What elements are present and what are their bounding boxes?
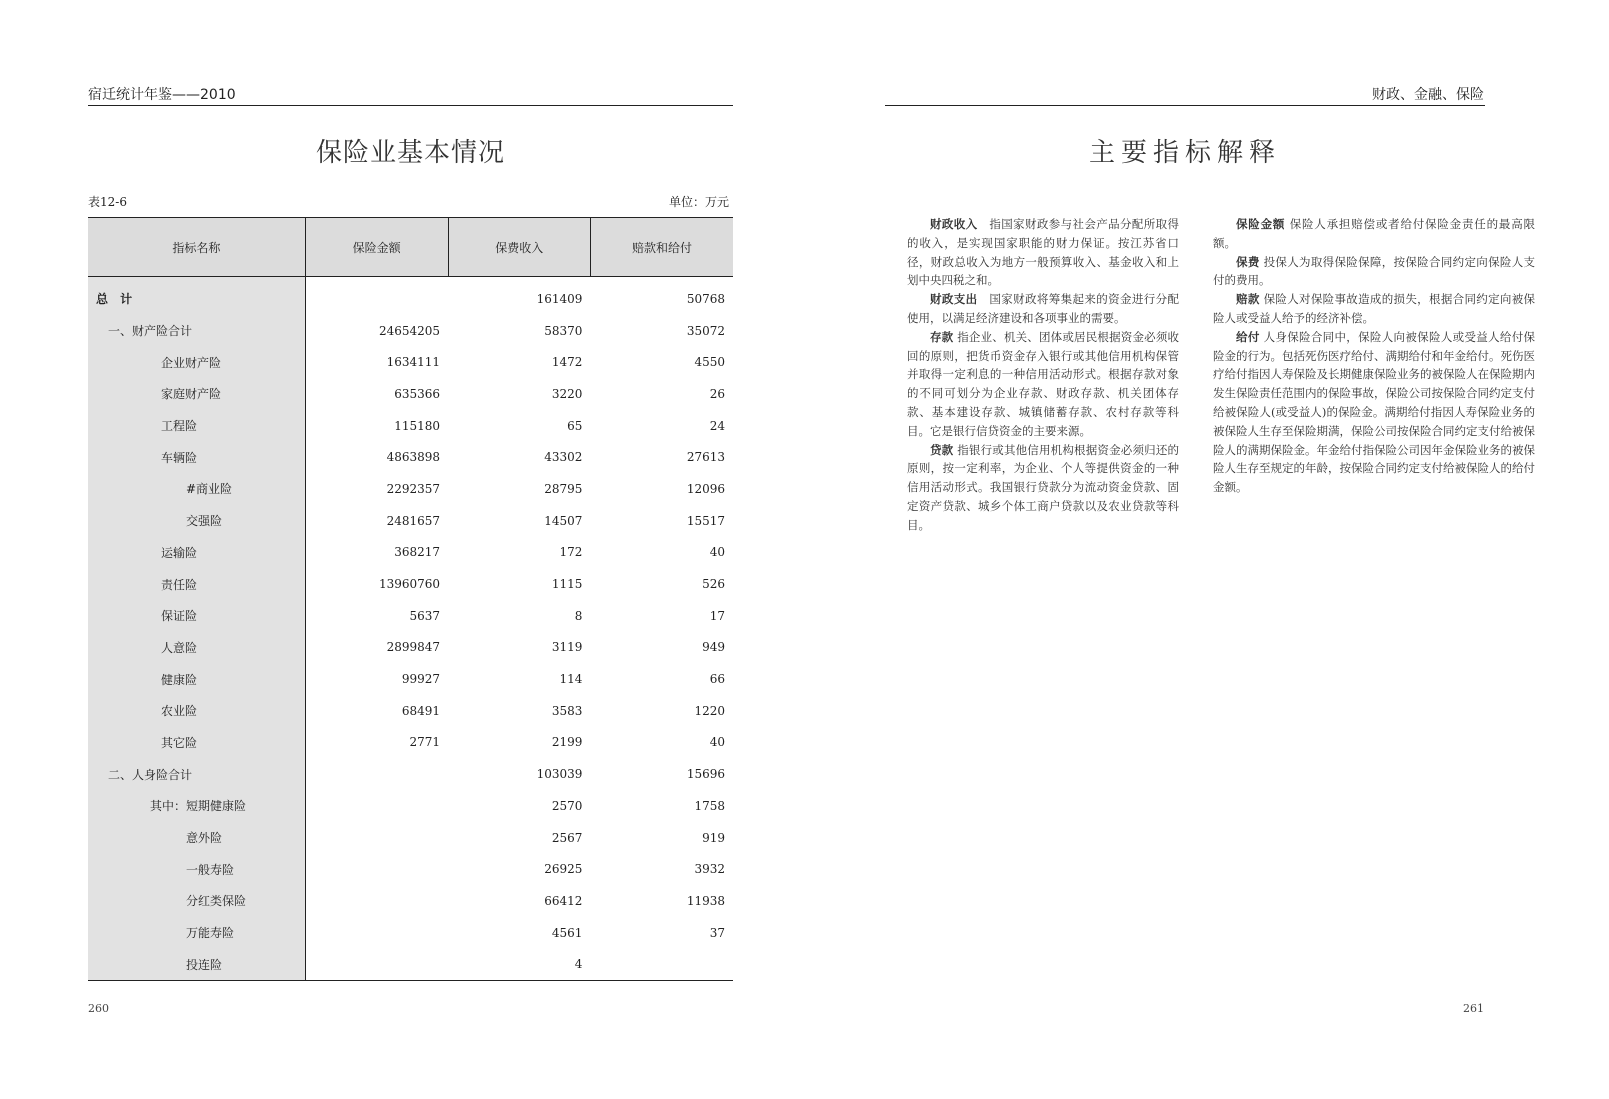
row-premium: 4 — [448, 948, 590, 980]
row-name: 责任险 — [88, 568, 305, 600]
definition-paragraph — [1213, 253, 1535, 291]
row-premium: 2199 — [448, 727, 590, 759]
row-amount: 2481657 — [305, 505, 448, 537]
row-name: 家庭财产险 — [88, 378, 305, 410]
row-premium: 66412 — [448, 885, 590, 917]
row-name: 万能寿险 — [88, 917, 305, 949]
page-title-left: 保险业基本情况 — [315, 138, 505, 168]
row-amount — [305, 822, 448, 854]
right-page — [805, 0, 1609, 1099]
column-header-premium: 保费收入 — [448, 218, 590, 277]
row-premium: 172 — [448, 537, 590, 569]
definition-text: 指银行或其他信用机构根据资金必须归还的原则，按一定利率，为企业、个人等提供资金的一种信用活动形式。我国银行贷款分为流动资金贷款、固定资产贷款、城乡个体工商户贷款以及农业贷款等科目。 — [907, 442, 1180, 532]
row-premium: 161409 — [448, 277, 590, 315]
definition-paragraph — [907, 328, 1179, 441]
row-premium: 3220 — [448, 378, 590, 410]
table-row — [88, 790, 733, 822]
row-premium: 2570 — [448, 790, 590, 822]
header-rule-right — [885, 105, 1485, 106]
table-row — [88, 568, 733, 600]
row-amount — [305, 917, 448, 949]
row-name: 农业险 — [88, 695, 305, 727]
row-premium: 1115 — [448, 568, 590, 600]
definition-text: 保险人对保险事故造成的损失，根据合同约定向被保险人或受益人给予的经济补偿。 — [1213, 292, 1536, 325]
row-claims: 1220 — [590, 695, 733, 727]
definition-term: 保费 — [1236, 254, 1260, 269]
row-claims: 24 — [590, 410, 733, 442]
running-head-right: 财政、金融、保险 — [1372, 87, 1484, 103]
page-title-right: 主要指标解释 — [1088, 138, 1281, 168]
row-name: 一般寿险 — [88, 853, 305, 885]
row-premium: 58370 — [448, 315, 590, 347]
row-premium: 1472 — [448, 346, 590, 378]
row-amount: 2292357 — [305, 473, 448, 505]
table-row — [88, 473, 733, 505]
definition-term: 财政支出 — [930, 292, 978, 307]
table-row — [88, 663, 733, 695]
row-premium: 65 — [448, 410, 590, 442]
row-premium: 103039 — [448, 758, 590, 790]
row-premium: 43302 — [448, 441, 590, 473]
row-amount: 635366 — [305, 378, 448, 410]
definition-paragraph — [1213, 215, 1535, 253]
column-header-name: 指标名称 — [88, 218, 305, 277]
row-amount: 68491 — [305, 695, 448, 727]
table-row — [88, 410, 733, 442]
row-claims: 949 — [590, 632, 733, 664]
row-amount — [305, 853, 448, 885]
definition-paragraph — [907, 215, 1179, 290]
table-row — [88, 315, 733, 347]
row-claims: 50768 — [590, 277, 733, 315]
row-name: 总 计 — [88, 277, 305, 315]
row-name: 意外险 — [88, 822, 305, 854]
row-claims: 40 — [590, 727, 733, 759]
row-premium: 26925 — [448, 853, 590, 885]
definition-paragraph — [907, 441, 1179, 535]
definition-paragraph — [1213, 328, 1535, 497]
table-body — [88, 277, 733, 981]
row-amount: 24654205 — [305, 315, 448, 347]
definition-paragraph — [1213, 290, 1535, 328]
table-row — [88, 948, 733, 980]
table-row — [88, 600, 733, 632]
row-name: 分红类保险 — [88, 885, 305, 917]
table-row — [88, 695, 733, 727]
definition-term: 财政收入 — [930, 217, 978, 231]
row-amount: 2899847 — [305, 632, 448, 664]
row-name: 工程险 — [88, 410, 305, 442]
table-row — [88, 537, 733, 569]
column-header-amount: 保险金额 — [305, 218, 448, 277]
definition-text: 指企业、机关、团体或居民根据资金必须收回的原则，把货币资金存入银行或其他信用机构保管并取得一定利息的一种信用活动形式。根据存款对象的不同可划分为企业存款、财政存款、机关团体存款、基本建设存款、城镇储蓄存款、农村存款等科目。它是银行信贷资金的主要来源。 — [907, 329, 1180, 438]
row-name: 交强险 — [88, 505, 305, 537]
row-claims: 66 — [590, 663, 733, 695]
row-claims: 35072 — [590, 315, 733, 347]
row-claims: 40 — [590, 537, 733, 569]
row-premium: 114 — [448, 663, 590, 695]
row-name: 运输险 — [88, 537, 305, 569]
definitions-column-2 — [1213, 215, 1535, 497]
row-claims: 526 — [590, 568, 733, 600]
table-row — [88, 885, 733, 917]
row-amount — [305, 885, 448, 917]
table-row — [88, 758, 733, 790]
definition-text: 投保人为取得保险保障，按保险合同约定向保险人支付的费用。 — [1213, 254, 1536, 288]
row-amount: 5637 — [305, 600, 448, 632]
row-premium: 3119 — [448, 632, 590, 664]
row-claims: 919 — [590, 822, 733, 854]
row-claims: 17 — [590, 600, 733, 632]
row-name: 保证险 — [88, 600, 305, 632]
row-claims: 11938 — [590, 885, 733, 917]
row-claims: 4550 — [590, 346, 733, 378]
definition-text: 保险人承担赔偿或者给付保险金责任的最高限额。 — [1213, 217, 1536, 250]
row-amount — [305, 277, 448, 315]
definition-text: 人身保险合同中，保险人向被保险人或受益人给付保险金的行为。包括死伤医疗给付、满期给付和年金给付。死伤医疗给付指因人寿保险及长期健康保险业务的被保险人在保险期内发生保险责任范围内的保险事故，保险公司按保险合同约定支付给被保险人(或受益人)的保险金。满期给付指因人寿保险业务的被保险人生存至保险期满，保险公司按保险合同约定支付给被保险人的满期保险金。年金给付指保险公司因年金保险业务的被保险人生存至规定的年龄，按保险合同约定支付给被保险人的给付金额。 — [1213, 329, 1536, 495]
row-amount: 368217 — [305, 537, 448, 569]
definition-term: 保险金额 — [1236, 217, 1286, 231]
row-amount: 115180 — [305, 410, 448, 442]
running-head-left: 宿迁统计年鉴——2010 — [88, 87, 236, 103]
table-row — [88, 853, 733, 885]
definitions-column-1 — [907, 215, 1179, 535]
definition-text: 国家财政将筹集起来的资金进行分配使用，以满足经济建设和各项事业的需要。 — [907, 292, 1179, 325]
row-premium: 2567 — [448, 822, 590, 854]
row-claims: 37 — [590, 917, 733, 949]
row-name: 二、人身险合计 — [88, 758, 305, 790]
table-row — [88, 632, 733, 664]
definition-term: 赔款 — [1236, 292, 1260, 307]
table-number: 表12-6 — [88, 195, 127, 209]
definition-term: 存款 — [930, 329, 954, 344]
table-row — [88, 378, 733, 410]
header-rule-left — [88, 105, 733, 106]
row-amount — [305, 790, 448, 822]
row-name: #商业险 — [88, 473, 305, 505]
row-name: 其中：短期健康险 — [88, 790, 305, 822]
definition-paragraph — [907, 290, 1179, 328]
row-amount: 1634111 — [305, 346, 448, 378]
row-amount: 13960760 — [305, 568, 448, 600]
row-name: 企业财产险 — [88, 346, 305, 378]
row-premium: 3583 — [448, 695, 590, 727]
table-header-row — [88, 218, 733, 277]
row-amount — [305, 758, 448, 790]
row-amount — [305, 948, 448, 980]
row-claims: 15517 — [590, 505, 733, 537]
definition-text: 指国家财政参与社会产品分配所取得的收入，是实现国家职能的财力保证。按江苏省口径，财政总收入为地方一般预算收入、基金收入和上划中央四税之和。 — [907, 217, 1179, 288]
definition-term: 贷款 — [930, 442, 954, 457]
table-row — [88, 277, 733, 315]
row-claims: 15696 — [590, 758, 733, 790]
row-name: 一、财产险合计 — [88, 315, 305, 347]
row-amount: 99927 — [305, 663, 448, 695]
table-row — [88, 505, 733, 537]
row-premium: 4561 — [448, 917, 590, 949]
row-name: 车辆险 — [88, 441, 305, 473]
table-row — [88, 822, 733, 854]
row-name: 人意险 — [88, 632, 305, 664]
row-premium: 14507 — [448, 505, 590, 537]
row-name: 投连险 — [88, 948, 305, 980]
row-premium: 28795 — [448, 473, 590, 505]
row-claims: 27613 — [590, 441, 733, 473]
row-premium: 8 — [448, 600, 590, 632]
table-row — [88, 346, 733, 378]
definition-term: 给付 — [1236, 329, 1260, 344]
row-claims: 3932 — [590, 853, 733, 885]
row-claims: 12096 — [590, 473, 733, 505]
page-number-left: 260 — [88, 1002, 109, 1015]
row-amount: 2771 — [305, 727, 448, 759]
table-unit: 单位：万元 — [668, 195, 729, 209]
row-claims: 1758 — [590, 790, 733, 822]
column-header-claims: 赔款和给付 — [590, 218, 733, 277]
row-name: 其它险 — [88, 727, 305, 759]
table-row — [88, 441, 733, 473]
row-amount: 4863898 — [305, 441, 448, 473]
page-number-right: 261 — [1463, 1002, 1484, 1015]
row-claims: 26 — [590, 378, 733, 410]
row-claims — [590, 948, 733, 980]
table-row — [88, 917, 733, 949]
table-row — [88, 727, 733, 759]
insurance-table — [88, 217, 733, 981]
row-name: 健康险 — [88, 663, 305, 695]
